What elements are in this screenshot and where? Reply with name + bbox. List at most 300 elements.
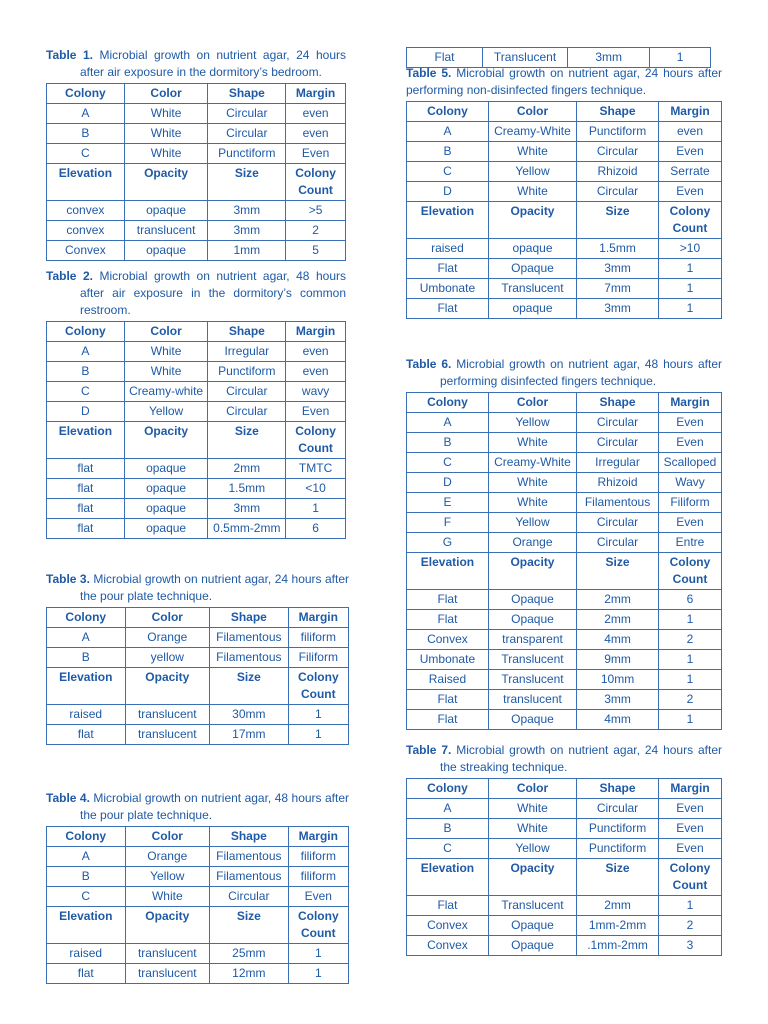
table-row (47, 201, 346, 221)
table-row (407, 259, 722, 279)
table-row (407, 453, 722, 473)
table-row (407, 916, 722, 936)
cell: 5 (286, 241, 346, 261)
cell: D (407, 473, 489, 493)
cell: D (407, 182, 489, 202)
cell: C (407, 162, 489, 182)
table-1-block (46, 47, 346, 261)
cell: 0.5mm-2mm (208, 519, 286, 539)
table-row (407, 690, 722, 710)
cell: Circular (577, 533, 659, 553)
table-5-block (406, 65, 722, 319)
cell: Convex (407, 936, 489, 956)
table-row (407, 936, 722, 956)
cell: raised (47, 944, 126, 964)
cell: Punctiform (577, 122, 659, 142)
table-3-label: Table 3. (46, 572, 90, 586)
header-cell: Size (577, 202, 659, 239)
cell: 10mm (577, 670, 659, 690)
table-row (407, 239, 722, 259)
table-row (407, 299, 722, 319)
cell: 1 (658, 610, 721, 630)
cell: 2 (658, 916, 721, 936)
cell: Irregular (577, 453, 659, 473)
table-row (47, 944, 349, 964)
table-header-row (47, 422, 346, 459)
table-row (407, 279, 722, 299)
cell: Even (658, 799, 721, 819)
cell: even (286, 342, 346, 362)
cell: 6 (658, 590, 721, 610)
header-cell: Margin (658, 779, 721, 799)
cell: 2mm (577, 610, 659, 630)
table-3-block (46, 571, 349, 745)
cell: convex (47, 201, 125, 221)
cell: flat (47, 519, 125, 539)
table-6-caption-text: Microbial growth on nutrient agar, 48 hours after performing disinfected fingers technique. (440, 357, 722, 388)
cell: Convex (407, 630, 489, 650)
cell: White (124, 104, 208, 124)
cell: G (407, 533, 489, 553)
table-row (407, 433, 722, 453)
header-cell: Color (488, 102, 576, 122)
cell: Yellow (488, 513, 576, 533)
table-row (47, 144, 346, 164)
header-cell: Colony Count (658, 859, 721, 896)
cell: 12mm (210, 964, 289, 984)
cell: Wavy (658, 473, 721, 493)
cell: Filamentous (210, 847, 289, 867)
table-row (407, 819, 722, 839)
cell: 2 (286, 221, 346, 241)
cell: A (47, 847, 126, 867)
cell: Umbonate (407, 650, 489, 670)
cell: Orange (488, 533, 576, 553)
header-cell: Margin (658, 393, 721, 413)
table-4-caption-text: Microbial growth on nutrient agar, 48 hours after the pour plate technique. (80, 791, 349, 822)
cell: Circular (208, 382, 286, 402)
table-row (47, 479, 346, 499)
cell: Opaque (488, 610, 576, 630)
cell: Convex (47, 241, 125, 261)
cell: Translucent (483, 48, 568, 68)
cell: C (47, 887, 126, 907)
header-cell: Colony (47, 84, 125, 104)
table-row (47, 402, 346, 422)
cell: 6 (286, 519, 346, 539)
cell: E (407, 493, 489, 513)
cell: Orange (125, 847, 210, 867)
cell: filiform (288, 847, 348, 867)
cell: Translucent (488, 896, 576, 916)
header-cell: Opacity (488, 859, 576, 896)
table-row (47, 124, 346, 144)
table-4-label: Table 4. (46, 791, 90, 805)
table-6-caption (406, 356, 722, 390)
table-2 (46, 321, 346, 539)
table-row (407, 533, 722, 553)
header-cell: Color (124, 84, 208, 104)
table-1-label: Table 1. (46, 48, 93, 62)
table-7-caption-text: Microbial growth on nutrient agar, 24 hours after the streaking technique. (440, 743, 722, 774)
cell: Circular (577, 182, 659, 202)
table-1 (46, 83, 346, 261)
cell: 2 (658, 630, 721, 650)
cell: 3mm (577, 690, 659, 710)
table-row (407, 896, 722, 916)
header-cell: Margin (286, 322, 346, 342)
table-row (47, 648, 349, 668)
cell: Circular (577, 142, 659, 162)
cell: White (488, 473, 576, 493)
header-cell: Colony Count (286, 164, 346, 201)
cell: White (124, 342, 208, 362)
cell: flat (47, 725, 126, 745)
header-cell: Elevation (407, 202, 489, 239)
cell: opaque (488, 299, 576, 319)
cell: 2mm (208, 459, 286, 479)
table-7-caption (406, 742, 722, 776)
cell: opaque (124, 201, 208, 221)
cell: B (47, 124, 125, 144)
cell: Even (286, 144, 346, 164)
header-cell: Colony (407, 393, 489, 413)
table-row (407, 142, 722, 162)
cell: Orange (125, 628, 210, 648)
cell: Opaque (488, 936, 576, 956)
cell: translucent (125, 944, 210, 964)
cell: translucent (125, 964, 210, 984)
table-7 (406, 778, 722, 956)
cell: 1 (658, 299, 721, 319)
table-header-row (407, 202, 722, 239)
cell: opaque (124, 479, 208, 499)
table-row (47, 342, 346, 362)
cell: Yellow (124, 402, 208, 422)
cell: Even (658, 433, 721, 453)
cell: White (488, 799, 576, 819)
header-cell: Colony (407, 779, 489, 799)
cell: Rhizoid (577, 162, 659, 182)
cell: A (47, 342, 125, 362)
cell: A (47, 628, 126, 648)
table-header-row (407, 393, 722, 413)
cell: A (407, 413, 489, 433)
table-header-row (47, 608, 349, 628)
table-header-row (47, 827, 349, 847)
table-row (47, 867, 349, 887)
table-row (407, 650, 722, 670)
cell: flat (47, 499, 125, 519)
table-2-caption (46, 268, 346, 319)
header-cell: Size (208, 164, 286, 201)
table-row (47, 705, 349, 725)
cell: C (47, 144, 125, 164)
table-header-row (47, 668, 349, 705)
cell: Filamentous (577, 493, 659, 513)
table-row (407, 839, 722, 859)
table-5-label: Table 5. (406, 66, 452, 80)
cell: translucent (125, 725, 210, 745)
table-row (47, 887, 349, 907)
cell: Scalloped (658, 453, 721, 473)
table-row (407, 473, 722, 493)
cell: 4mm (577, 710, 659, 730)
header-cell: Colony (47, 322, 125, 342)
table-row (407, 590, 722, 610)
table-header-row (407, 553, 722, 590)
cell: Even (658, 142, 721, 162)
cell: Yellow (488, 413, 576, 433)
cell: 7mm (577, 279, 659, 299)
cell: Circular (577, 799, 659, 819)
cell: even (286, 362, 346, 382)
header-cell: Elevation (47, 668, 126, 705)
table-row (407, 122, 722, 142)
table-1-caption-text: Microbial growth on nutrient agar, 24 hours after air exposure in the dormitory’s bedroom. (80, 48, 346, 79)
cell: Even (658, 413, 721, 433)
cell: Punctiform (208, 144, 286, 164)
cell: filiform (288, 628, 348, 648)
cell: Even (658, 839, 721, 859)
table-2-block (46, 268, 346, 539)
header-cell: Elevation (47, 422, 125, 459)
cell: 17mm (210, 725, 289, 745)
cell: opaque (488, 239, 576, 259)
cell: opaque (124, 519, 208, 539)
table-1-caption (46, 47, 346, 81)
header-cell: Colony Count (286, 422, 346, 459)
cell: Opaque (488, 590, 576, 610)
cell: Flat (407, 710, 489, 730)
cell: 3mm (208, 221, 286, 241)
cell: A (407, 799, 489, 819)
table-row (407, 162, 722, 182)
cell: Filamentous (210, 628, 289, 648)
cell: flat (47, 459, 125, 479)
cell: opaque (124, 459, 208, 479)
cell: 1 (658, 710, 721, 730)
cell: Flat (407, 299, 489, 319)
cell: Punctiform (577, 839, 659, 859)
table-row (47, 847, 349, 867)
header-cell: Shape (208, 322, 286, 342)
header-cell: Color (488, 393, 576, 413)
cell: Opaque (488, 710, 576, 730)
table-row (407, 493, 722, 513)
table-5-caption (406, 65, 722, 99)
cell: translucent (488, 690, 576, 710)
cell: Flat (407, 896, 489, 916)
cell: Flat (407, 690, 489, 710)
cell: C (407, 453, 489, 473)
header-cell: Shape (577, 779, 659, 799)
cell: 1.5mm (208, 479, 286, 499)
header-cell: Colony (407, 102, 489, 122)
cell: 3mm (208, 201, 286, 221)
cell: Even (658, 513, 721, 533)
table-row (47, 221, 346, 241)
header-cell: Opacity (125, 668, 210, 705)
header-cell: Elevation (407, 553, 489, 590)
cell: 30mm (210, 705, 289, 725)
cell: raised (47, 705, 126, 725)
table-row (47, 725, 349, 745)
table-4-caption (46, 790, 349, 824)
header-cell: Shape (210, 827, 289, 847)
cell: Yellow (488, 162, 576, 182)
cell: White (124, 362, 208, 382)
cell: B (47, 362, 125, 382)
cell: B (47, 648, 126, 668)
cell: B (407, 142, 489, 162)
cell: even (286, 124, 346, 144)
cell: Even (286, 402, 346, 422)
cell: flat (47, 964, 126, 984)
cell: filiform (288, 867, 348, 887)
header-cell: Elevation (407, 859, 489, 896)
header-cell: Color (488, 779, 576, 799)
table-row (47, 459, 346, 479)
cell: Entre (658, 533, 721, 553)
header-cell: Color (125, 608, 210, 628)
header-cell: Colony (47, 827, 126, 847)
header-cell: Size (210, 668, 289, 705)
cell: Filiform (288, 648, 348, 668)
table-row (47, 628, 349, 648)
table-row (407, 630, 722, 650)
cell: 1mm-2mm (577, 916, 659, 936)
table-5 (406, 101, 722, 319)
table-2-label: Table 2. (46, 269, 93, 283)
header-cell: Shape (577, 393, 659, 413)
cell: Filiform (658, 493, 721, 513)
cell: F (407, 513, 489, 533)
cell: Filamentous (210, 648, 289, 668)
header-cell: Opacity (488, 553, 576, 590)
table-3 (46, 607, 349, 745)
cell: 4mm (577, 630, 659, 650)
cell: 2mm (577, 590, 659, 610)
cell: Opaque (488, 916, 576, 936)
table-2-caption-text: Microbial growth on nutrient agar, 48 hours after air exposure in the dormitory’s common restroom. (80, 269, 346, 317)
cell: C (47, 382, 125, 402)
table-7-label: Table 7. (406, 743, 452, 757)
cell: 1mm (208, 241, 286, 261)
cell: Rhizoid (577, 473, 659, 493)
cell: >5 (286, 201, 346, 221)
cell: 1 (288, 964, 348, 984)
cell: 1.5mm (577, 239, 659, 259)
cell: 1 (658, 259, 721, 279)
cell: Creamy-White (488, 122, 576, 142)
table-3-caption-text: Microbial growth on nutrient agar, 24 hours after the pour plate technique. (80, 572, 349, 603)
table-row (47, 964, 349, 984)
cell: Flat (407, 259, 489, 279)
header-cell: Colony (47, 608, 126, 628)
cell: Umbonate (407, 279, 489, 299)
cell: Flat (407, 590, 489, 610)
cell: Flat (407, 48, 483, 68)
cell: Punctiform (577, 819, 659, 839)
cell: Even (658, 819, 721, 839)
table-row (47, 519, 346, 539)
cell: Punctiform (208, 362, 286, 382)
table-row (407, 513, 722, 533)
cell: translucent (124, 221, 208, 241)
header-cell: Shape (210, 608, 289, 628)
cell: raised (407, 239, 489, 259)
table-5-caption-text: Microbial growth on nutrient agar, 24 hours after performing non-disinfected fingers technique. (406, 66, 722, 97)
cell: 1 (658, 279, 721, 299)
table-6 (406, 392, 722, 730)
cell: White (488, 182, 576, 202)
header-cell: Size (208, 422, 286, 459)
cell: wavy (286, 382, 346, 402)
cell: Circular (577, 433, 659, 453)
table-header-row (407, 779, 722, 799)
cell: 1 (658, 896, 721, 916)
header-cell: Colony Count (658, 553, 721, 590)
cell: Circular (577, 413, 659, 433)
cell: Translucent (488, 650, 576, 670)
cell: 3 (658, 936, 721, 956)
cell: .1mm-2mm (577, 936, 659, 956)
cell: 1 (658, 670, 721, 690)
cell: 1 (650, 48, 711, 68)
header-cell: Color (124, 322, 208, 342)
cell: TMTC (286, 459, 346, 479)
cell: Yellow (488, 839, 576, 859)
table-row (47, 382, 346, 402)
table-row (407, 413, 722, 433)
table-header-row (407, 859, 722, 896)
cell: Filamentous (210, 867, 289, 887)
cell: 3mm (577, 299, 659, 319)
header-cell: Elevation (47, 907, 126, 944)
table-row (407, 799, 722, 819)
cell: Translucent (488, 279, 576, 299)
header-cell: Shape (208, 84, 286, 104)
table-3-caption (46, 571, 349, 605)
header-cell: Elevation (47, 164, 125, 201)
cell: opaque (124, 241, 208, 261)
cell: 2 (658, 690, 721, 710)
table-header-row (47, 322, 346, 342)
header-cell: Colony Count (288, 668, 348, 705)
cell: B (407, 819, 489, 839)
header-cell: Size (210, 907, 289, 944)
cell: opaque (124, 499, 208, 519)
cell: Circular (577, 513, 659, 533)
header-cell: Margin (286, 84, 346, 104)
table-row (47, 104, 346, 124)
table-header-row (47, 907, 349, 944)
cell: transparent (488, 630, 576, 650)
header-cell: Size (577, 553, 659, 590)
header-cell: Colony Count (288, 907, 348, 944)
header-cell: Margin (658, 102, 721, 122)
table-row (407, 670, 722, 690)
cell: Raised (407, 670, 489, 690)
table-4-block (46, 790, 349, 984)
header-cell: Colony Count (658, 202, 721, 239)
cell: 1 (288, 725, 348, 745)
cell: 25mm (210, 944, 289, 964)
table-row (407, 610, 722, 630)
header-cell: Opacity (125, 907, 210, 944)
cell: 3mm (568, 48, 650, 68)
